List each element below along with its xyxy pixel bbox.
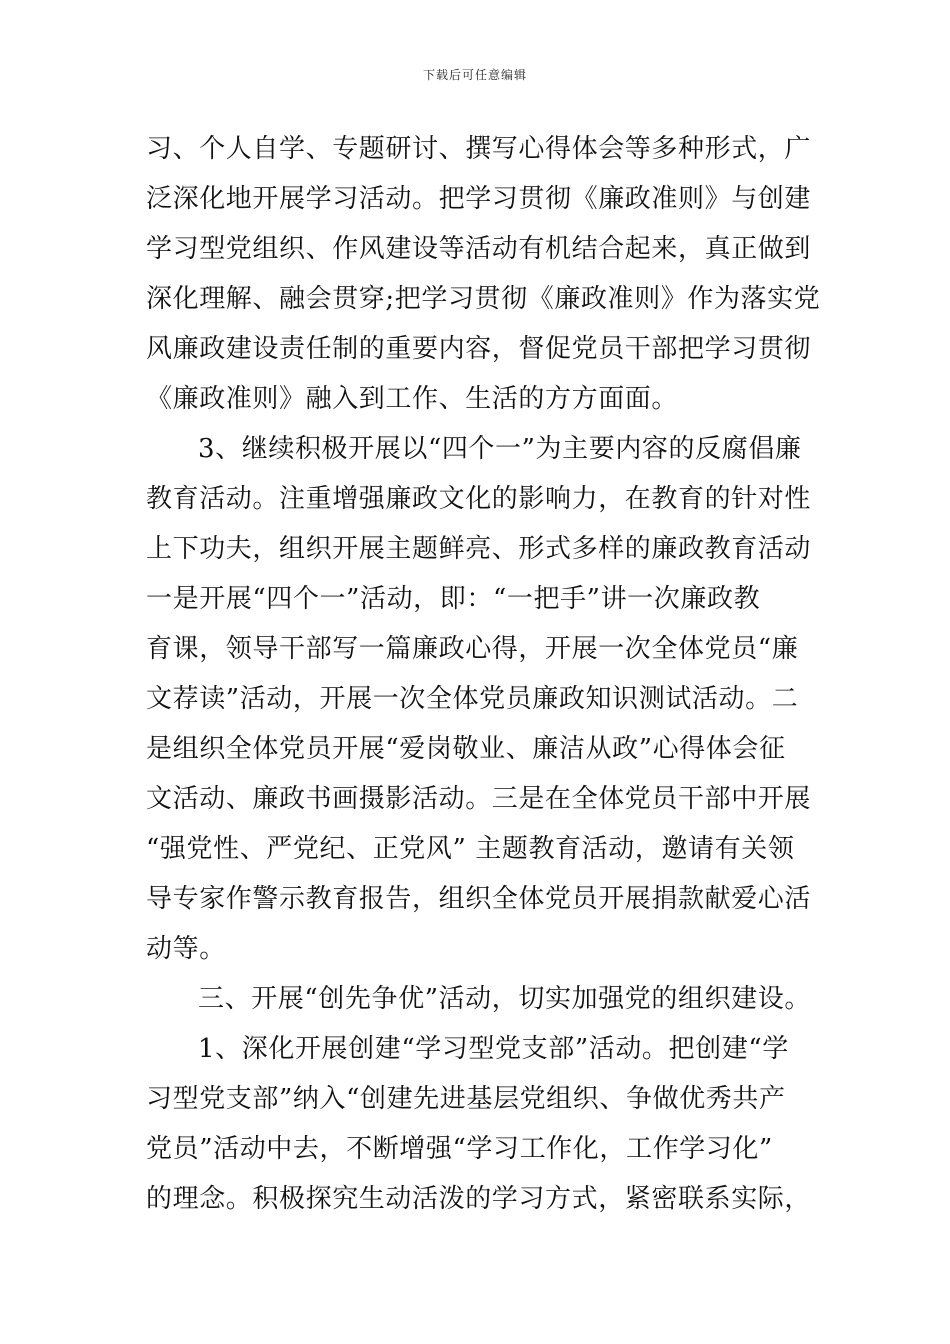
paragraph-start-line: 3、继续积极开展以“四个一”为主要内容的反腐倡廉	[198, 434, 802, 464]
text-line: 一是开展“四个一”活动，即：“一把手”讲一次廉政教	[146, 584, 761, 614]
text-line: 的理念。积极探究生动活泼的学习方式，紧密联系实际，	[146, 1184, 812, 1214]
paragraph-start-line: 1、深化开展创建“学习型党支部”活动。把创建“学	[198, 1034, 789, 1064]
text-line: 泛深化地开展学习活动。把学习贯彻《廉政准则》与创建	[146, 184, 812, 214]
text-line: 是组织全体党员开展“爱岗敬业、廉洁从政”心得体会征	[146, 734, 786, 764]
text-line: 深化理解、融会贯穿;把学习贯彻《廉政准则》作为落实党	[146, 284, 821, 314]
text-line: 《廉政准则》融入到工作、生活的方方面面。	[146, 384, 679, 414]
text-line: 学习型党组织、作风建设等活动有机结合起来，真正做到	[146, 234, 812, 264]
document-body	[146, 124, 821, 1224]
text-line: 风廉政建设责任制的重要内容，督促党员干部把学习贯彻	[146, 334, 812, 364]
section-heading: 三、开展“创先争优”活动，切实加强党的组织建设。	[198, 984, 811, 1014]
text-line: 教育活动。注重增强廉政文化的影响力，在教育的针对性	[146, 484, 812, 514]
text-line: 导专家作警示教育报告，组织全体党员开展捐款献爱心活	[146, 884, 812, 914]
text-line: 动等。	[146, 934, 226, 964]
text-line: 习、个人自学、专题研讨、撰写心得体会等多种形式，广	[146, 134, 812, 164]
page-header: 下载后可任意编辑	[422, 68, 527, 82]
text-line: 习型党支部”纳入“创建先进基层党组织、争做优秀共产	[146, 1084, 786, 1114]
text-line: 文荐读”活动，开展一次全体党员廉政知识测试活动。二	[146, 684, 799, 714]
text-line: 文活动、廉政书画摄影活动。三是在全体党员干部中开展	[146, 784, 812, 814]
text-line: 上下功夫，组织开展主题鲜亮、形式多样的廉政教育活动	[146, 534, 812, 564]
text-line: “强党性、严党纪、正党风” 主题教育活动，邀请有关领	[146, 834, 795, 864]
text-line: 党员”活动中去，不断增强“学习工作化，工作学习化”	[146, 1134, 773, 1164]
text-line: 育课，领导干部写一篇廉政心得，开展一次全体党员“廉	[146, 634, 799, 664]
